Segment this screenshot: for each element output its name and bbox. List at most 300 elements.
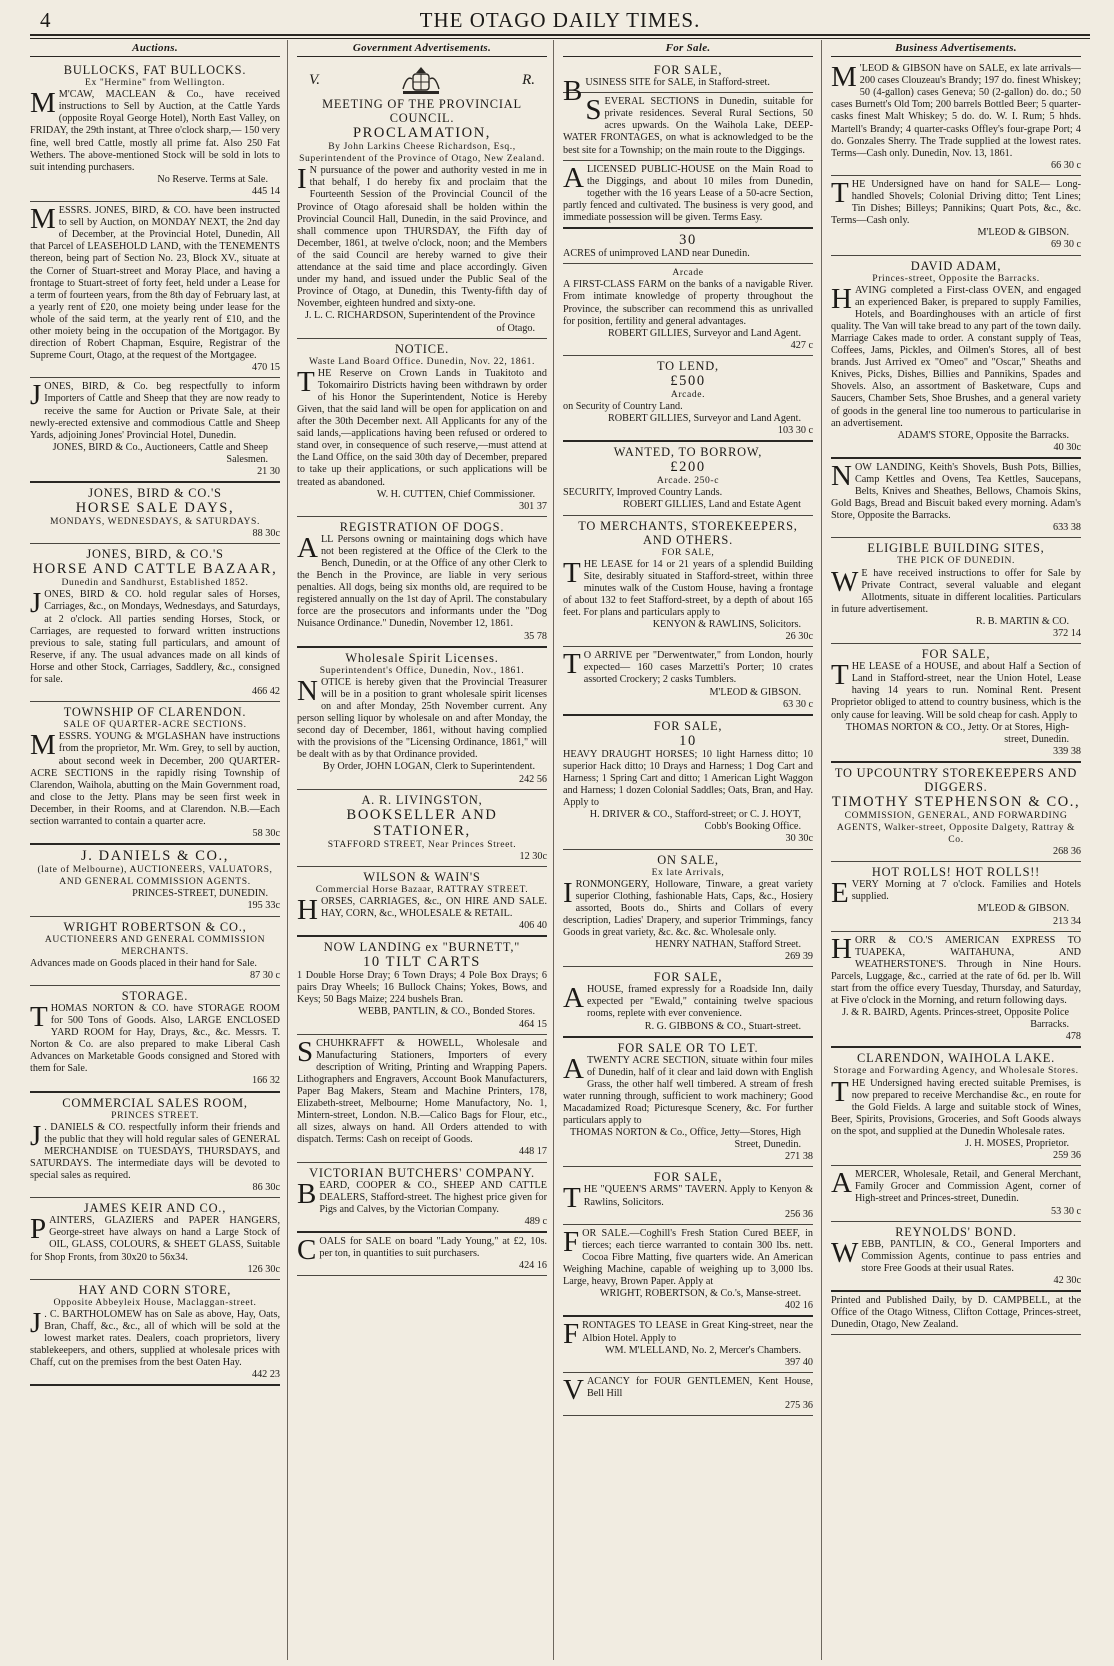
drop-cap: J (30, 587, 42, 620)
ad-body-text: ORR & CO.'S AMERICAN EXPRESS TO TUAPEKA, WAITAHUNA, AND WEATHERSTONE'S. Through in Nine Hours. Parcels, Luggage, &c., carried at the rate of 6d. per lb. Will start from the office every Tuesday, Thursday, and Saturday, at Five o'clock in the Morning, and return following days. (831, 934, 1081, 1007)
advertisement (563, 716, 813, 850)
ad-reference-number: 427 c (790, 339, 813, 351)
drop-cap: V (563, 1373, 584, 1406)
ad-signature: THOMAS NORTON & CO., Jetty. Or at Stores, High-street, Dunedin. (845, 721, 1069, 745)
ad-reference-number: 87 30 c (250, 969, 280, 981)
ad-headline: £500 (670, 372, 706, 389)
advertisement (30, 1280, 280, 1387)
advertisement (563, 229, 813, 264)
ad-subtitle: Arcade (672, 267, 704, 279)
advertisement (563, 93, 813, 160)
ad-body-text: AVING completed a First-class OVEN, and engaged an experienced Baker, is prepared to supply Families, Hotels, and Boardinghouses with an article of first quality. The Van will take bread to any part of the town daily. Marriage Cakes made to order. A constant supply of Teas, Coffees, Jams, Pickles, and Oilmen's Stores, all of best brands. Just Arrived ex "Omeo" and "Oscar," Sheaths and Knives, Picks, Dishes, Billies and Pannikins, Spades and Shovels. Also, an assortment of Basketware, Cups and Saucers, Chamber Sets, Shoe Brushes, and a general variety of goods in the general line too numerous to particularise in an advertisement. (831, 284, 1081, 429)
ad-body-text: SECURITY, Improved Country Lands. (563, 487, 723, 499)
ad-body (30, 205, 280, 362)
ad-title: DAVID ADAM, (910, 258, 1002, 273)
ad-body-text: LICENSED PUBLIC-HOUSE on the Main Road to the Diggings, and about 10 miles from Dunedin, together with the 16 years Lease of a 50-acre Section, partly fenced and cultivated. The business is very good, and immediate possession will be given. Terms Easy. (563, 163, 813, 224)
ad-subtitle: MONDAYS, WEDNESDAYS, & SATURDAYS. (50, 516, 260, 528)
ad-signature: H. DRIVER & CO., Stafford-street; or C. J. HOYT, Cobb's Booking Office. (589, 809, 801, 833)
ad-signature: M'LEOD & GIBSON. (709, 686, 801, 698)
ad-reference-number: 88 30c (252, 528, 280, 540)
page-number: 4 (40, 8, 51, 32)
ad-body-text: OTICE is hereby given that the Provincial Treasurer will be in a position to grant wholesale spirit licenses on and after Monday, 25th November current. Any person selling liquor by wholesale on and after Monday, the second day of December, 1861, without having complied with the provisions of the "Licensing Ordinance, 1861," will be dealt with as by that Ordinance provided. (297, 676, 547, 761)
ad-body (563, 1225, 813, 1288)
drop-cap: J (30, 1119, 42, 1152)
advertisement (831, 176, 1081, 256)
drop-cap: T (831, 176, 849, 209)
ad-body (563, 876, 813, 939)
ad-body-text: RONTAGES TO LEASE in Great King-street, near the Albion Hotel. Apply to (582, 1320, 813, 1344)
ad-body-text: TWENTY ACRE SECTION, situate within four miles of Dunedin, half of it clear and laid down with English Grass, the other half well timbered. A stream of fresh water running through, sufficient to work machinery; Good Macadamized Road; Picturesque Scenery, &c. For further particulars apply to (563, 1054, 813, 1127)
ad-signature: JONES, BIRD & Co., Auctioneers, Cattle and Sheep Salesmen. (52, 441, 268, 465)
ad-body-text: HE LEASE for 14 or 21 years of a splendid Building Site, desirably situated in Stafford-street, within three minutes walk of the Custom House, having a frontage of about 132 to feet Stafford-street, by a depth of about 165 feet. For plans and particulars apply to (563, 558, 813, 618)
ad-signature: M'LEOD & GIBSON. (977, 903, 1069, 915)
masthead-rule-thin (30, 38, 1090, 39)
column-header: For Sale. (563, 42, 813, 57)
ad-body (563, 487, 813, 499)
ad-reference-number: 213 34 (1052, 915, 1081, 927)
ad-title: FOR SALE, (653, 63, 723, 78)
ad-body (563, 401, 813, 413)
ad-signature: THOMAS NORTON & Co., Office, Jetty—Stores, High Street, Dunedin. (569, 1127, 801, 1151)
column-header: Government Advertisements. (297, 42, 547, 57)
ad-body (297, 1177, 547, 1216)
ad-body (30, 1119, 280, 1182)
ad-headline: 10 TILT CARTS (363, 954, 481, 971)
ad-reference-number: 256 36 (784, 1208, 813, 1220)
ad-body-text: EVERAL SECTIONS in Dunedin, suitable for private residences. Several Rural Sections, 50 acres upwards. On the Waihola Lake, DEEP-WATER FRONTAGES, on what is acknowledged to be the best site for a Township; on the main route to the Diggings. (563, 96, 813, 156)
ad-body-text: O ARRIVE per "Derwentwater," from London, hourly expected— 160 cases Marzetti's Porter; 10 crates assorted Crockery; 2 casks Tumblers. (583, 650, 813, 686)
ad-title: HOT ROLLS! HOT ROLLS!! (871, 865, 1041, 880)
ad-signature: J. L. C. RICHARDSON, Superintendent of the Province of Otago. (304, 310, 535, 334)
ad-reference-number: 633 38 (1052, 522, 1081, 534)
ad-body (563, 75, 813, 108)
ad-reference-number: 466 42 (251, 686, 280, 698)
ad-reference-number: 301 37 (518, 500, 547, 512)
ad-subtitle: Commercial Horse Bazaar, RATTRAY STREET. (315, 883, 529, 895)
ad-reference-number: 35 78 (524, 630, 547, 642)
drop-cap: W (831, 1236, 859, 1269)
drop-cap: M (30, 729, 56, 762)
ad-reference-number: 402 16 (784, 1300, 813, 1312)
ad-subtitle: Arcade. 250-c (656, 475, 720, 487)
ad-body (297, 970, 547, 1006)
masthead-rule (30, 34, 1090, 36)
ad-body-text: . C. BARTHOLOMEW has on Sale as above, Hay, Oats, Bran, Chaff, &c., &c., all of which will be sold at the lowest market rates. Dealers, coach proprietors, livery stablekeepers, and others, supplied at wholesale prices with Chaff, cut on the premises from the best Oaten Hay. (30, 1308, 280, 1369)
ad-title: WRIGHT ROBERTSON & CO., (63, 919, 247, 934)
advertisement (30, 60, 280, 202)
drop-cap: F (563, 1225, 580, 1258)
ad-body-text: ESSRS. JONES, BIRD, & CO. have been instructed to sell by Auction, on MONDAY NEXT, the 2nd day of December, at the Provincial Hotel, Dunedin, All that Parcel of LEASEHOLD LAND, with the TENEMENTS thereon, being part of Section No. 23, Block XV., situate at the Corner of Stuart-street and Moray Place, and having a frontage to Stuart-street of forty feet, held under a Lease for a term of fourteen years, from the 8th day of February last, at a yearly rent of £20, one moiety being under lease for the whole of the said term, at the yearly rent of £10, and the other moiety being in the occupation of the Mortgagor. By direction of Robert Chapman, Esquire, Registrar of the Supreme Court, Otago, at the request of the Mortgagee. (30, 205, 280, 362)
ad-signature: W. H. CUTTEN, Chief Commissioner. (376, 488, 535, 500)
ad-reference-number: 259 36 (1052, 1150, 1081, 1162)
column-header: Business Advertisements. (831, 42, 1081, 57)
advertisement (297, 790, 547, 867)
ad-reference-number: 448 17 (518, 1146, 547, 1158)
ad-title: VICTORIAN BUTCHERS' COMPANY. (309, 1165, 535, 1180)
ad-title: WANTED, TO BORROW, (613, 445, 763, 460)
newspaper-title: THE OTAGO DAILY TIMES. (419, 8, 701, 32)
drop-cap: P (30, 1213, 47, 1246)
ad-reference-number: 103 30 c (777, 425, 813, 437)
ad-body-text: MERCER, Wholesale, Retail, and General Merchant, Family Grocer and Commission Agent, corner of High-street and Princes-street, Dunedin. (854, 1169, 1081, 1205)
ad-title: TO UPCOUNTRY STOREKEEPERS AND DIGGERS. (834, 765, 1078, 794)
advertisement (831, 538, 1081, 644)
advertisement (831, 644, 1081, 763)
ad-body (30, 381, 280, 441)
ad-body-text: ONES, BIRD & CO. hold regular sales of Horses, Carriages, &c., on Mondays, Wednesdays, and Saturdays, at 2 o'clock. All parties sending Horses, Stock, or Carriages, are requested to forward written instructions previous to sale, stating full particulars, and amount of Reserve, if any. The usual advances made on all kinds of Horse and other Stock, Carriages, Saddlery, &c., consigned for sale. (30, 589, 280, 686)
advertisement (563, 161, 813, 229)
ad-subtitle: Waste Land Board Office. Dunedin, Nov. 22, 1861. (309, 355, 535, 367)
advertisement (563, 1225, 813, 1318)
ad-title: TO MERCHANTS, STOREKEEPERS, AND OTHERS. (578, 518, 798, 547)
ad-reference-number: 53 30 c (1051, 1205, 1081, 1217)
ad-signature: ROBERT GILLIES, Surveyor and Land Agent. (607, 327, 801, 339)
ad-title: JAMES KEIR AND CO., (83, 1201, 227, 1216)
ad-reference-number: 269 39 (784, 951, 813, 963)
drop-cap: S (585, 94, 602, 127)
ad-title: A. R. LIVINGSTON, (361, 792, 483, 807)
ad-reference-number: 242 56 (518, 773, 547, 785)
ad-reference-number: 339 38 (1052, 745, 1081, 757)
ad-body-text: ACANCY for FOUR GENTLEMEN, Kent House, Bell Hill (586, 1375, 813, 1399)
advertisement (30, 483, 280, 544)
drop-cap: A (831, 1167, 852, 1200)
drop-cap: N (831, 459, 852, 492)
drop-cap: C (297, 1233, 317, 1266)
ad-reference-number: 26 30c (785, 631, 813, 643)
ad-title: FOR SALE OR TO LET. (617, 1040, 759, 1055)
drop-cap: J (30, 379, 42, 412)
ad-body-text: EBB, PANTLIN, & CO., General Importers and Commission Agents, continue to pass entries and store Free Goods at their usual Rates. (861, 1238, 1081, 1274)
drop-cap: H (831, 932, 852, 965)
ad-signature: ROBERT GILLIES, Surveyor and Land Agent. (607, 413, 801, 425)
ad-title: COMMERCIAL SALES ROOM, (62, 1095, 248, 1110)
ad-title: JONES, BIRD & CO.'S (88, 486, 222, 501)
advertisement (30, 986, 280, 1093)
ad-body (297, 165, 547, 310)
ad-subtitle: SALE OF QUARTER-ACRE SECTIONS. (63, 719, 247, 731)
advertisement (30, 845, 280, 916)
ad-reference-number: 406 40 (518, 920, 547, 932)
ad-subtitle: (late of Melbourne), AUCTIONEERS, VALUATORS, AND GENERAL COMMISSION AGENTS. (37, 864, 273, 888)
ad-body (30, 731, 280, 828)
drop-cap: T (30, 1000, 48, 1033)
ad-title: FOR SALE, (921, 647, 991, 662)
advertisement (831, 763, 1081, 862)
ad-title: REGISTRATION OF DOGS. (339, 519, 505, 534)
ad-reference-number: 69 30 c (1051, 239, 1081, 251)
coat-of-arms-icon (399, 65, 443, 95)
ad-body (831, 1236, 1081, 1275)
ad-body-text: Printed and Published Daily, by D. CAMPBELL, at the Office of the Otago Witness, Clifton Cottage, Princes-street, Dunedin, Otago, New Zealand. (831, 1294, 1081, 1331)
advertisement (563, 442, 813, 515)
column-business (831, 42, 1081, 1660)
advertisement (831, 862, 1081, 931)
ad-body-text: Advances made on Goods placed in their hand for Sale. (30, 957, 257, 969)
ad-body-text: ACRES of unimproved LAND near Dunedin. (563, 248, 750, 260)
ad-reference-number: 489 c (524, 1215, 547, 1227)
ad-reference-number: 86 30c (252, 1182, 280, 1194)
ad-body (297, 365, 547, 489)
ad-body-text: EARD, COOPER & CO., SHEEP AND CATTLE DEALERS, Stafford-street. The highest price given for Pigs and Calves, by the Victorian Company. (319, 1179, 547, 1215)
advertisement (831, 932, 1081, 1049)
ad-body (831, 565, 1081, 616)
ad-subtitle: Superintendent's Office, Dunedin, Nov., 1861. (319, 664, 525, 676)
ad-subtitle: Opposite Abbeyleix House, Maclaggan-street. (53, 1296, 257, 1308)
drop-cap: M (30, 87, 56, 120)
ad-headline: PROCLAMATION, (352, 125, 492, 142)
drop-cap: E (831, 877, 849, 910)
ad-reference-number: 21 30 (257, 466, 280, 477)
advertisement (831, 459, 1081, 539)
ad-body (563, 248, 813, 260)
advertisement (563, 1167, 813, 1224)
advertisement (297, 867, 547, 937)
ad-subtitle: COMMISSION, GENERAL, AND FORWARDING AGENTS, Walker-street, Opposite Dalgety, Rattray & Co. (836, 809, 1076, 846)
column-divider (821, 40, 822, 1660)
ad-reference-number: 478 (1065, 1031, 1081, 1043)
drop-cap: J (30, 1306, 42, 1339)
ad-body (831, 1295, 1081, 1331)
drop-cap: A (563, 161, 584, 194)
ad-body-text: ORSES, CARRIAGES, &c., ON HIRE AND SALE. HAY, CORN, &c., WHOLESALE & RETAIL. (320, 895, 547, 919)
ad-body (297, 674, 547, 762)
ad-reference-number: 424 16 (518, 1260, 547, 1272)
ad-body-text: HOMAS NORTON & CO. have STORAGE ROOM for 500 Tons of Goods. Also, LARGE ENCLOSED YARD ROOM for Hay, Drays, &c., &c. Messrs. T. Norton & Co. are also prepared to make Liberal Cash Advances on Marketable Goods consigned and Stored with them for Sale. (30, 1002, 280, 1075)
ad-body (30, 89, 280, 174)
drop-cap: B (563, 75, 583, 108)
ad-body-text: HE LEASE of a HOUSE, and about Half a Section of Land in Stafford-street, near the Union Hotel, Lease having 14 years to run. Nominal Rent. Present Proprietor obliged to attend to country business, which is the only cause for leaving. Will be sold cheap for cash. Apply to (831, 661, 1081, 721)
ad-body (563, 749, 813, 809)
drop-cap: N (297, 674, 318, 707)
advertisement (297, 1035, 547, 1163)
ad-headline: J. DANIELS & CO., (80, 848, 230, 865)
ad-reference-number: 464 15 (518, 1018, 547, 1030)
ad-signature: PRINCES-STREET, DUNEDIN. (132, 888, 268, 900)
crest-letter: V. (309, 72, 320, 89)
advertisement (30, 544, 280, 702)
ad-subtitle: AUCTIONEERS AND GENERAL COMMISSION MERCHANTS. (44, 933, 266, 957)
ad-title: FOR SALE, (653, 970, 723, 985)
ad-title: Wholesale Spirit Licenses. (345, 650, 499, 665)
advertisement (563, 1038, 813, 1168)
column-government (297, 42, 547, 1660)
ad-headline: HORSE SALE DAYS, (75, 500, 235, 517)
ad-subtitle: STAFFORD STREET, Near Princes Street. (327, 838, 517, 850)
ad-body-text: HEAVY DRAUGHT HORSES; 10 light Harness ditto; 10 superior Hack ditto; 10 Drays and Harness; 1 Dog Cart and Harness; 1 Spring Cart and ditto; 1 American Light Waggon and Harness; 1 dozen Colonial Saddles; Oats, Bran, and Hay. Apply to (563, 748, 813, 809)
ad-body (297, 531, 547, 631)
advertisement (30, 378, 280, 483)
ad-signature: ADAM'S STORE, Opposite the Barracks. (897, 429, 1069, 441)
ad-body-text: M'CAW, MACLEAN & Co., have received instructions to Sell by Auction, at the Cattle Yards (opposite Royal George Hotel), North East Valley, on FRIDAY, the 29th instant, at Three o'clock sharp,— 150 very fine, well bred Cattle, mostly all prime fat. Also 250 Fat Wethers. The above-mentioned Stock will be sold in lots to suit intending purchasers. (30, 89, 280, 173)
ad-signature: R. B. MARTIN & CO. (975, 615, 1069, 627)
ad-body (831, 282, 1081, 430)
drop-cap: T (563, 556, 581, 589)
ad-body (30, 1000, 280, 1076)
ad-body (563, 96, 813, 156)
ad-reference-number: 40 30c (1053, 441, 1081, 453)
ad-body (563, 650, 813, 686)
drop-cap: M (831, 61, 857, 94)
ad-body-text: . DANIELS & CO. respectfully inform their friends and the public that they will hold regular sales of GENERAL MERCHANDISE on TUESDAYS, THURSDAYS, and SATURDAYS. The intermediate days will be devoted to special sales as required. (30, 1121, 280, 1182)
drop-cap: B (297, 1177, 317, 1210)
advertisement (831, 60, 1081, 176)
ad-subtitle: Dunedin and Sandhurst, Established 1852. (61, 577, 249, 589)
ad-reference-number: 268 36 (1052, 846, 1081, 858)
ad-signature: WEBB, PANTLIN, & CO., Bonded Stores. (358, 1006, 535, 1018)
advertisement (563, 516, 813, 648)
drop-cap: T (297, 365, 315, 398)
advertisement (563, 264, 813, 356)
ad-body (563, 161, 813, 224)
column-for-sale (563, 42, 813, 1660)
ad-body (831, 63, 1081, 160)
drop-cap: I (297, 163, 307, 196)
advertisement (831, 1048, 1081, 1166)
advertisement (30, 702, 280, 845)
drop-cap: T (831, 1075, 849, 1108)
ad-headline: £200 (670, 459, 706, 476)
drop-cap: A (297, 531, 318, 564)
ad-body-text: CHUHKRAFFT & HOWELL, Wholesale and Manufacturing Stationers, Importers of every description of Writing, Printing and Wrapping Papers. Lithographers and Engravers, Account Book Manufacturers, Paper Bag Makers, Steam and Machine Printers, 178, Elizabeth-street, Melbourne; Home Manufactory, No. 1, Mintern-street, London. N.B.—Calico Bags for Flour, etc., all sizes, always on hand. All Orders attended to with dispatch. Terms: Cash on receipt of Goods. (297, 1037, 547, 1146)
ad-body (831, 459, 1081, 522)
ad-reference-number: 442 23 (251, 1369, 280, 1381)
ad-body (297, 1035, 547, 1147)
drop-cap: T (563, 1182, 581, 1215)
advertisement (297, 60, 547, 339)
advertisement (297, 517, 547, 648)
ad-body-text: VERY Morning at 7 o'clock. Families and Hotels supplied. (851, 879, 1081, 903)
drop-cap: T (563, 648, 581, 681)
drop-cap: F (563, 1318, 580, 1351)
ad-reference-number: 166 32 (251, 1075, 280, 1087)
advertisement (563, 967, 813, 1037)
ad-body-text: HE Reserve on Crown Lands in Tuakitoto and Tokomairiro Districts having been withdrawn by order of his Honor the Superintendent, Notice is Hereby Given, that the said land will be open for application on and after the 30th December next. All Applicants for any of the said lands,—applications having been refused or ordered to stand over, in consequence of such reserve,—must attend at the Land Office, on the said 30th day of December, prepared to take up their applications, or such applications will be treated as abandoned. (297, 367, 547, 488)
advertisement (831, 1166, 1081, 1221)
ad-body-text: HE Undersigned having erected suitable Premises, is now prepared to receive Merchandise &c., en route for the Gold Fields. A large and suitable stock of Wines, Beer, Spirits, Provisions, Groceries, and Soft Goods always on the spot, and supplied at the Dunedin Wholesale rates. (831, 1077, 1081, 1137)
ad-body-text: 'LEOD & GIBSON have on SALE, ex late arrivals— 200 cases Clouzeau's Brandy; 197 do. finest Whiskey; 50 (4-gallon) cases Geneva; 50 (2-gallon) do. do.; 50 cases Burnett's Old Tom; 200 barrels Bottled Beer; 5 quarter-casks finest Malt Whiskey; 5 do. do. W. I. Rum; 5 hhds. Martell's Brandy; 4 quarter-casks Offley's four-grape Port; 4 do. Gonzales Sherry. The Trade supplied at the lowest rates. Terms—Cash only. Dunedin, Nov. 13, 1861. (831, 63, 1081, 159)
drop-cap: H (297, 893, 318, 926)
ad-title: ON SALE, (657, 852, 719, 867)
ad-title: ELIGIBLE BUILDING SITES, (867, 541, 1045, 556)
masthead (30, 6, 1090, 32)
ad-headline: 30 (679, 232, 697, 249)
ad-headline: BOOKSELLER AND STATIONER, (346, 806, 498, 839)
advertisement (30, 917, 280, 986)
ad-reference-number: 42 30c (1053, 1274, 1081, 1286)
ad-reference-number: 58 30c (252, 828, 280, 840)
drop-cap: S (297, 1035, 314, 1068)
ad-reference-number: 397 40 (784, 1356, 813, 1368)
ad-signature: J. & R. BAIRD, Agents. Princes-street, Opposite Police Barracks. (842, 1007, 1069, 1031)
ad-subtitle: By John Larkins Cheese Richardson, Esq., Superintendent of the Province of Otago, New Zealand. (299, 141, 545, 165)
ad-title: TO LEND, (657, 358, 719, 373)
ad-title: CLARENDON, WAIHOLA LAKE. (857, 1051, 1055, 1066)
drop-cap: A (563, 1052, 584, 1085)
drop-cap: H (831, 282, 852, 315)
ad-body-text: A FIRST-CLASS FARM on the banks of a navigable River. From intimate knowledge of property throughout the Province, the subscriber can recommend this as unrivalled for position, fertility and general advantages. (563, 279, 813, 327)
ad-body (831, 176, 1081, 227)
ad-signature: WM. M'LELLAND, No. 2, Mercer's Chambers. (604, 1344, 801, 1356)
ad-signature: R. G. GIBBONS & CO., Stuart-street. (644, 1020, 801, 1032)
ad-signature: J. H. MOSES, Proprietor. (965, 1138, 1069, 1150)
ad-body-text: on Security of Country Land. (563, 400, 683, 412)
ad-body (30, 589, 280, 686)
drop-cap: W (831, 565, 859, 598)
ad-body (30, 1215, 280, 1263)
ad-reference-number: 66 30 c (1051, 159, 1081, 171)
column-divider (287, 40, 288, 1660)
ad-subtitle: Arcade. (670, 388, 706, 400)
ad-signature: ROBERT GILLIES, Land and Estate Agent (622, 499, 801, 511)
ad-body (563, 984, 813, 1020)
ad-body (563, 556, 813, 619)
advertisement (563, 1317, 813, 1372)
ad-body (563, 279, 813, 327)
column-auctions (30, 42, 280, 1660)
advertisement (563, 1373, 813, 1416)
crest-letter: R. (522, 72, 535, 89)
advertisement (30, 1093, 280, 1199)
ad-body (30, 1306, 280, 1369)
ad-body-text: OW LANDING, Keith's Shovels, Bush Pots, Billies, Camp Kettles and Ovens, Tea Kettles, Saucepans, Belts, Knives and Sheathes, Bellows, Chamois Skins, Gold Bags, Bread and Biscuit baked every morning. Adam's Store, Opposite the Barracks. (831, 461, 1081, 522)
advertisement (831, 256, 1081, 459)
advertisement (297, 339, 547, 517)
advertisement (563, 60, 813, 108)
drop-cap: I (563, 876, 573, 909)
ad-body (831, 661, 1081, 721)
ad-signature: M'LEOD & GIBSON. (977, 227, 1069, 239)
ad-body-text: RONMONGERY, Holloware, Tinware, a great variety superior Clothing, fashionable Hats, Caps, &c., Hosiery assorted, Boots do., Shirts and Collars of every description, Ladies' Drapery, and superior Trimmings, fancy Goods in great variety, &c. &c. &c. Wholesale only. (563, 878, 813, 938)
advertisement (30, 1198, 280, 1279)
ad-signature: KENYON & RAWLINS, Solicitors. (652, 619, 801, 631)
ad-body-text: OALS for SALE on board "Lady Young," at £2, 10s. per ton, in quantities to suit purchasers. (319, 1235, 547, 1260)
ad-signature: HENRY NATHAN, Stafford Street. (655, 939, 801, 951)
advertisement (831, 1292, 1081, 1335)
ad-body-text: OR SALE.—Coghill's Fresh Station Cured BEEF, in tierces; each tierce warranted to contain 300 lbs. nett. Cocoa Fibre Matting, five quarters wide. An American Weighing Machine, capable of weighing up to 3,000 lbs. Large, heavy, Brown Paper. Apply at (563, 1227, 813, 1288)
ad-headline: 10 (679, 732, 697, 749)
ad-subtitle: THE PICK OF DUNEDIN. (896, 555, 1016, 567)
ad-reference-number: 271 38 (784, 1151, 813, 1163)
ad-body-text: HOUSE, framed expressly for a Roadside Inn, daily expected per "Ewald," containing twelve spacious rooms, replete with ever convenience. (586, 984, 813, 1020)
ad-reference-number: 470 15 (251, 362, 280, 374)
ad-reference-number: 30 30c (785, 833, 813, 845)
ad-headline: TIMOTHY STEPHENSON & CO., (831, 793, 1081, 810)
ad-subtitle: Ex "Hermine" from Wellington. (85, 77, 225, 89)
column-header: Auctions. (30, 42, 280, 57)
ad-title: WILSON & WAIN'S (363, 869, 481, 884)
advertisement (30, 202, 280, 378)
ad-title: NOW LANDING ex "BURNETT," (323, 940, 521, 955)
ad-reference-number: 445 14 (251, 185, 280, 197)
ad-title: MEETING OF THE PROVINCIAL COUNCIL. (322, 97, 522, 126)
column-divider (553, 40, 554, 1660)
ad-signature: By Order, JOHN LOGAN, Clerk to Superintendent. (322, 761, 535, 773)
ad-reference-number: 63 30 c (783, 698, 813, 710)
royal-crest (297, 63, 547, 97)
ad-signature: No Reserve. Terms at Sale. (157, 173, 268, 185)
ad-reference-number: 126 30c (247, 1263, 280, 1275)
ad-body (30, 958, 280, 970)
drop-cap: A (563, 982, 584, 1015)
ad-subtitle: Storage and Forwarding Agency, and Wholesale Stores. (833, 1065, 1079, 1077)
ad-body-text: HE Undersigned have on hand for SALE— Long-handled Shovels; Colonial Driving ditto; Tent Lines; Tin Dishes; Billeys; Pannikins; Quart Pots, &c., &c. Terms—Cash only. (831, 178, 1081, 227)
advertisement (563, 356, 813, 442)
ad-body (831, 1075, 1081, 1138)
ad-subtitle: Princes-street, Opposite the Barracks. (872, 272, 1040, 284)
ad-reference-number: 195 33c (247, 900, 280, 912)
ad-body-text: ESSRS. YOUNG & M'GLASHAN have instructions from the proprietor, Mr. Wm. Grey, to sell by auction, about second week in December, 200 QUARTER-ACRE SECTIONS in the rapidly rising Township of Clarendon, Waihola, abutting on the Main Government road, and close to the Jetty. Plans may be seen first week in December, in their Rooms, and at Clarendon. N.B.—Each section warranted to contain a quarter acre. (30, 731, 280, 827)
